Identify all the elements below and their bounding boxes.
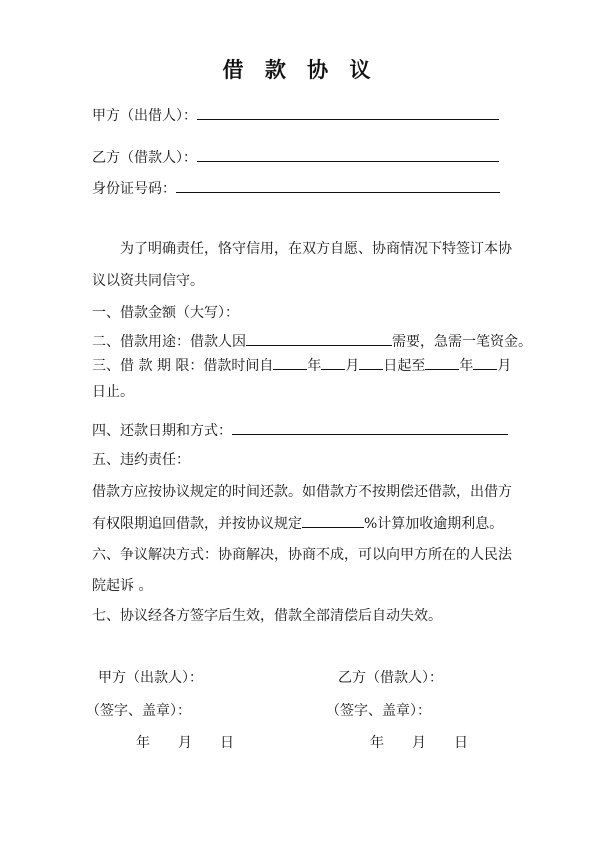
purpose-blank[interactable] <box>246 330 392 346</box>
dispute-line-2: 院起诉 。 <box>92 578 153 594</box>
item-term-end: 日止。 <box>92 384 134 400</box>
lender-date: 年 月 日 <box>136 735 234 751</box>
end-year-label: 年 <box>459 358 474 374</box>
end-year-blank[interactable] <box>425 354 459 370</box>
borrower-label: 乙方（借款人）： <box>92 150 197 166</box>
borrower-name-blank[interactable] <box>197 146 499 162</box>
lender-label: 甲方（出借人）： <box>92 108 197 124</box>
end-month-blank[interactable] <box>473 354 497 370</box>
item-repayment <box>92 419 508 441</box>
breach-line-1: 借款方应按协议规定的时间还款。如借款方不按期偿还借款，出借方 <box>92 484 512 500</box>
interest-rate-blank[interactable] <box>302 512 364 528</box>
start-year-blank[interactable] <box>273 354 307 370</box>
item-term-prefix: 三、借 款 期 限：借款时间自 <box>92 358 274 374</box>
breach-line-2 <box>92 512 503 534</box>
start-day-blank[interactable] <box>359 354 383 370</box>
item-amount: 一、借款金额（大写）： <box>92 305 239 321</box>
item-effect: 七、协议经各方签字后生效，借款全部清偿后自动失效。 <box>92 608 442 624</box>
item-purpose <box>92 330 532 352</box>
start-month-label: 月 <box>345 358 360 374</box>
document-title: 借 款 协 议 <box>222 58 378 82</box>
item-purpose-suffix: 需要，急需一笔资金。 <box>392 334 532 350</box>
start-month-blank[interactable] <box>321 354 345 370</box>
breach-line-2-prefix: 有权限期追回借款，并按协议规定 <box>92 516 302 532</box>
item-term <box>92 354 511 376</box>
breach-line-2-suffix: %计算加收逾期利息。 <box>364 516 504 532</box>
id-row <box>92 177 500 199</box>
lender-name-blank[interactable] <box>197 104 499 120</box>
lender-seal-label: （签字、盖章）： <box>86 703 191 719</box>
end-month-label: 月 <box>497 358 512 374</box>
start-day-label: 日起至 <box>383 358 426 374</box>
intro-line-2: 议以资共同信守。 <box>92 273 204 289</box>
id-label: 身份证号码： <box>92 181 176 197</box>
borrower-seal-label: （签字、盖章）： <box>326 703 431 719</box>
item-breach: 五、违约责任： <box>92 452 190 468</box>
item-repayment-label: 四、还款日期和方式： <box>92 423 232 439</box>
dispute-line-1: 六、争议解决方式：协商解决，协商不成，可以向甲方所在的人民法 <box>92 547 512 563</box>
item-purpose-prefix: 二、借款用途：借款人因 <box>92 334 246 350</box>
sign-borrower-label: 乙方（借款人）： <box>338 670 443 686</box>
repayment-blank[interactable] <box>232 419 508 435</box>
lender-row <box>92 104 499 126</box>
borrower-date: 年 月 日 <box>370 735 468 751</box>
sign-lender-label: 甲方（出款人）： <box>98 670 203 686</box>
start-year-label: 年 <box>307 358 322 374</box>
id-number-blank[interactable] <box>176 177 500 193</box>
borrower-row <box>92 146 499 168</box>
intro-line-1: 为了明确责任，恪守信用，在双方自愿、协商情况下特签订本协 <box>120 241 512 257</box>
